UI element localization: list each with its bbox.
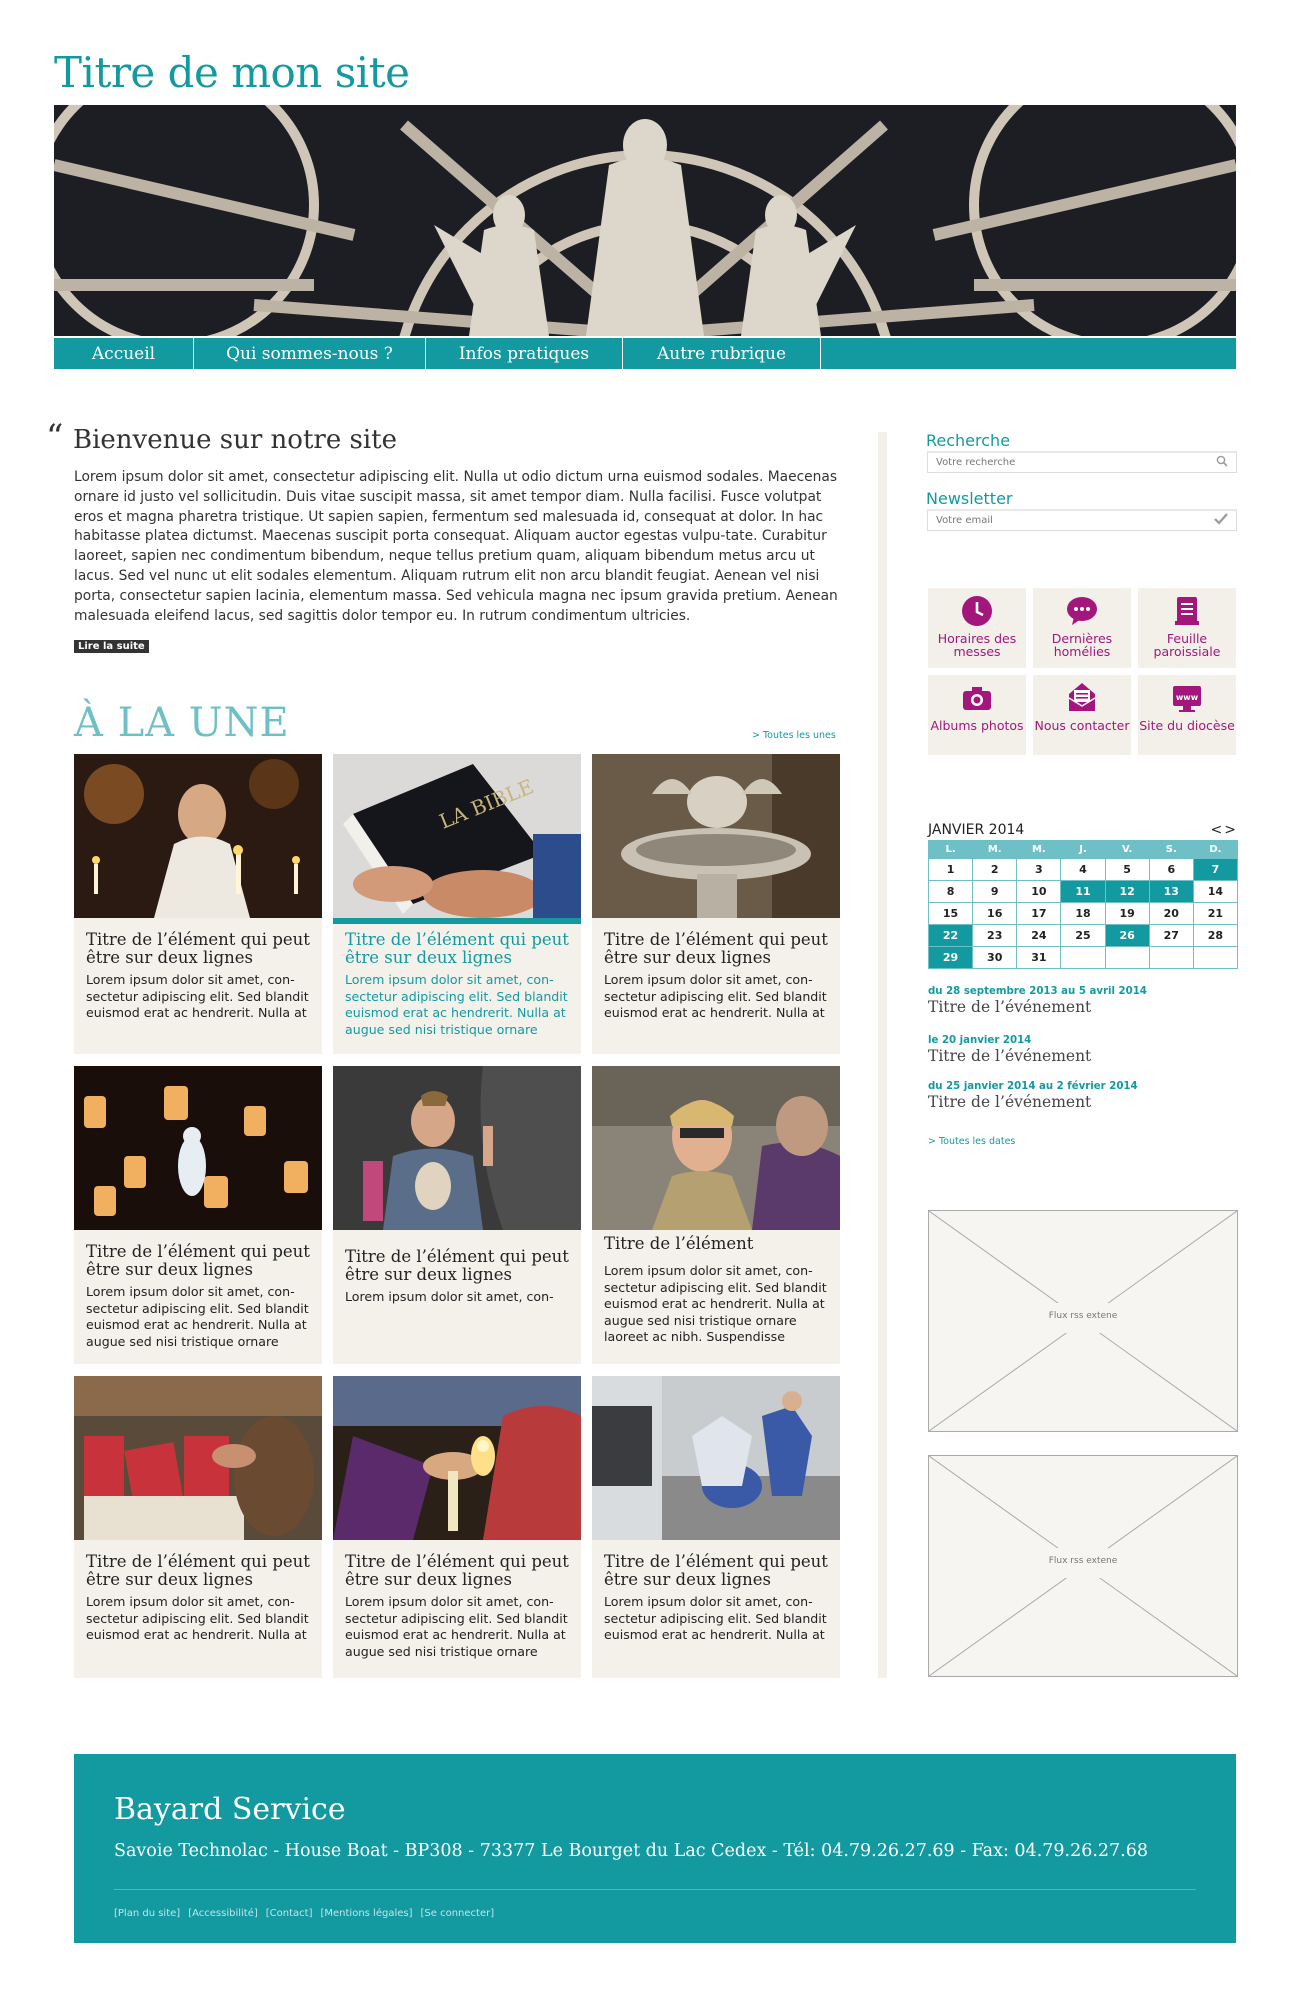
calendar-day[interactable]: 10 bbox=[1017, 881, 1061, 903]
search-field[interactable] bbox=[927, 451, 1237, 473]
tile-label: Feuille paroissiale bbox=[1153, 631, 1221, 659]
tile-diocese-site[interactable] bbox=[1138, 675, 1236, 755]
news-card-text: Lorem ipsum dolor sit amet, con- bbox=[345, 1289, 554, 1304]
tile-label: Site du diocèse bbox=[1139, 718, 1235, 733]
calendar-day[interactable]: 13 bbox=[1149, 881, 1193, 903]
clock-icon bbox=[961, 595, 993, 627]
calendar-day[interactable]: 19 bbox=[1105, 903, 1149, 925]
news-card-image bbox=[333, 754, 581, 918]
footer-links bbox=[114, 1908, 494, 1919]
welcome-title: Bienvenue sur notre site bbox=[73, 425, 397, 455]
rss-feed-placeholder bbox=[928, 1210, 1238, 1432]
news-card-title: Titre de l’élément qui peut être sur deux lignes bbox=[86, 1552, 310, 1589]
news-card-image bbox=[333, 1066, 581, 1230]
document-icon bbox=[1171, 595, 1203, 627]
tile-mass-schedule[interactable] bbox=[928, 588, 1026, 668]
calendar-weekday: M. bbox=[973, 841, 1017, 859]
checkmark-icon[interactable] bbox=[1214, 513, 1228, 528]
footer-link-login[interactable]: [Se connecter] bbox=[420, 1908, 495, 1919]
news-card-image bbox=[74, 1376, 322, 1540]
camera-icon bbox=[961, 682, 993, 714]
rss-feed-label: Flux rss extene bbox=[1048, 1556, 1118, 1566]
tile-label: Dernières homélies bbox=[1051, 631, 1113, 659]
rss-feed-label: Flux rss extene bbox=[1048, 1311, 1118, 1321]
une-section-title: À LA UNE bbox=[74, 700, 290, 746]
tile-homilies[interactable] bbox=[1033, 588, 1131, 668]
tile-label: Horaires des messes bbox=[937, 631, 1017, 659]
main-nav bbox=[54, 338, 1236, 369]
calendar-day[interactable]: 5 bbox=[1105, 859, 1149, 881]
news-card[interactable] bbox=[74, 754, 322, 1054]
footer-link-legal[interactable]: [Mentions légales] bbox=[320, 1908, 413, 1919]
nav-item-infos-pratiques[interactable]: Infos pratiques bbox=[426, 338, 623, 369]
footer-link-contact[interactable]: [Contact] bbox=[265, 1908, 313, 1919]
event-date: du 25 janvier 2014 au 2 février 2014 bbox=[928, 1081, 1138, 1092]
tile-photo-albums[interactable] bbox=[928, 675, 1026, 755]
event-date: du 28 septembre 2013 au 5 avril 2014 bbox=[928, 986, 1147, 997]
calendar-day[interactable]: 22 bbox=[929, 925, 973, 947]
tile-label: Nous contacter bbox=[1034, 718, 1130, 733]
news-card-image bbox=[74, 754, 322, 918]
calendar-day[interactable]: 23 bbox=[973, 925, 1017, 947]
nav-item-accueil[interactable]: Accueil bbox=[54, 338, 194, 369]
calendar-day[interactable]: 12 bbox=[1105, 881, 1149, 903]
read-more-button[interactable]: Lire la suite bbox=[74, 640, 149, 653]
nav-item-autre-rubrique[interactable]: Autre rubrique bbox=[623, 338, 821, 369]
all-dates-link[interactable]: > Toutes les dates bbox=[928, 1136, 1016, 1147]
footer-divider bbox=[114, 1889, 1196, 1890]
calendar-header bbox=[928, 822, 1238, 838]
calendar-day[interactable]: 11 bbox=[1061, 881, 1105, 903]
calendar-nav-arrows[interactable]: <> bbox=[1210, 822, 1238, 838]
news-card-title: Titre de l’élément qui peut être sur deux lignes bbox=[345, 1552, 569, 1589]
calendar-day[interactable]: 24 bbox=[1017, 925, 1061, 947]
banner-image bbox=[54, 105, 1236, 336]
calendar-day[interactable]: 27 bbox=[1149, 925, 1193, 947]
calendar-day[interactable]: 1 bbox=[929, 859, 973, 881]
event-title[interactable]: Titre de l’événement bbox=[928, 1047, 1092, 1065]
calendar-day[interactable]: 8 bbox=[929, 881, 973, 903]
news-card-title: Titre de l’élément qui peut être sur deux lignes bbox=[345, 1247, 569, 1284]
newsletter-label: Newsletter bbox=[926, 489, 1013, 508]
news-card[interactable] bbox=[333, 1066, 581, 1364]
news-card-active[interactable] bbox=[333, 754, 581, 1054]
calendar-weekday: D. bbox=[1193, 841, 1237, 859]
footer-link-accessibility[interactable]: [Accessibilité] bbox=[188, 1908, 258, 1919]
calendar-day[interactable]: 17 bbox=[1017, 903, 1061, 925]
calendar-month: JANVIER 2014 bbox=[928, 822, 1025, 838]
calendar-empty-cell bbox=[1193, 947, 1237, 969]
news-card[interactable] bbox=[592, 1066, 840, 1364]
footer-address: Savoie Technolac - House Boat - BP308 - 73377 Le Bourget du Lac Cedex - Tél: 04.79.26.27.69 - Fax: 04.79.26.27.68 bbox=[114, 1841, 1149, 1861]
news-card-text: Lorem ipsum dolor sit amet, con-sectetur adipiscing elit. Sed blandit euismod erat ac hendrerit. Nulla at augue sed nisi tristique ornare bbox=[345, 1594, 568, 1659]
calendar-empty-cell bbox=[1061, 947, 1105, 969]
news-card[interactable] bbox=[333, 1376, 581, 1678]
search-placeholder: Votre recherche bbox=[936, 457, 1016, 468]
calendar-weekday: S. bbox=[1149, 841, 1193, 859]
news-card-title: Titre de l’élément qui peut être sur deux lignes bbox=[604, 930, 828, 967]
news-card-title: Titre de l’élément bbox=[604, 1234, 754, 1253]
svg-text:www: www bbox=[1175, 693, 1199, 702]
news-card-text: Lorem ipsum dolor sit amet, con-sectetur adipiscing elit. Sed blandit euismod erat ac hendrerit. Nulla at bbox=[86, 972, 309, 1021]
calendar-day[interactable]: 28 bbox=[1193, 925, 1237, 947]
news-card-text: Lorem ipsum dolor sit amet, con-sectetur adipiscing elit. Sed blandit euismod erat ac hendrerit. Nulla at bbox=[604, 1594, 827, 1643]
search-icon[interactable] bbox=[1216, 455, 1228, 470]
news-card-image bbox=[333, 1376, 581, 1540]
search-label: Recherche bbox=[926, 431, 1011, 450]
calendar-day[interactable]: 30 bbox=[973, 947, 1017, 969]
footer-title: Bayard Service bbox=[114, 1792, 346, 1827]
event-title[interactable]: Titre de l’événement bbox=[928, 998, 1092, 1016]
calendar-day[interactable]: 18 bbox=[1061, 903, 1105, 925]
calendar-empty-cell bbox=[1149, 947, 1193, 969]
news-card-title: Titre de l’élément qui peut être sur deux lignes bbox=[345, 930, 569, 967]
news-card-image bbox=[74, 1066, 322, 1230]
calendar-grid bbox=[928, 840, 1238, 969]
news-card-text: Lorem ipsum dolor sit amet, con-sectetur adipiscing elit. Sed blandit euismod erat ac hendrerit. Nulla at bbox=[604, 972, 827, 1021]
calendar-day[interactable]: 4 bbox=[1061, 859, 1105, 881]
calendar-day[interactable]: 15 bbox=[929, 903, 973, 925]
news-card-image bbox=[592, 754, 840, 918]
rss-feed-placeholder bbox=[928, 1455, 1238, 1677]
calendar-day[interactable]: 20 bbox=[1149, 903, 1193, 925]
quote-mark: “ bbox=[46, 417, 64, 457]
calendar-day[interactable]: 29 bbox=[929, 947, 973, 969]
calendar-weekday: M. bbox=[1017, 841, 1061, 859]
news-card-title: Titre de l’élément qui peut être sur deux lignes bbox=[86, 930, 310, 967]
news-card-title: Titre de l’élément qui peut être sur deux lignes bbox=[604, 1552, 828, 1589]
news-card-text: Lorem ipsum dolor sit amet, con-sectetur adipiscing elit. Sed blandit euismod erat ac hendrerit. Nulla at augue sed nisi tristique ornare laoreet ac nibh. Suspendisse bbox=[604, 1263, 827, 1345]
news-card[interactable] bbox=[74, 1066, 322, 1364]
calendar-day[interactable]: 14 bbox=[1193, 881, 1237, 903]
event-title[interactable]: Titre de l’événement bbox=[928, 1093, 1092, 1111]
news-card[interactable] bbox=[592, 1376, 840, 1678]
calendar-weekday: V. bbox=[1105, 841, 1149, 859]
welcome-text: Lorem ipsum dolor sit amet, consectetur adipiscing elit. Nulla ut odio dictum urna euismod sodales. Maecenas ornare id justo vel sollicitudin. Duis vitae suscipit massa, sit amet tempor diam. Nulla facilisi. Fusce volutpat eros et magna pharetra tristique. Ut sapien sapien, fermentum sed malesuada id, consequat at dolor. In hac habitasse platea dictumst. Maecenas suscipit porta consequat. Aliquam auctor egestas vulpu-tate. Curabitur laoreet, sapien nec condimentum bibendum, neque tellus pretium quam, aliquam bibendum metus arcu ut lacus. Sed vel nunc ut elit sodales elementum. Aliquam rutrum elit non arcu blandit feugiat. Aenean vel nisi porta, consectetur sapien lacinia, elementum massa. Sed vehicula magna nec ipsum gravida pretium. Aenean malesuada eleifend lacus, sed sagittis dolor tempor eu. In rutrum condimentum ultricies. bbox=[74, 469, 838, 624]
site-title[interactable]: Titre de mon site bbox=[54, 48, 410, 97]
calendar-day[interactable]: 3 bbox=[1017, 859, 1061, 881]
speech-bubble-icon bbox=[1066, 595, 1098, 627]
column-separator bbox=[878, 432, 887, 1678]
calendar-day[interactable]: 26 bbox=[1105, 925, 1149, 947]
calendar-empty-cell bbox=[1105, 947, 1149, 969]
email-placeholder: Votre email bbox=[936, 515, 993, 526]
calendar-day[interactable]: 6 bbox=[1149, 859, 1193, 881]
calendar-day[interactable]: 2 bbox=[973, 859, 1017, 881]
calendar-day[interactable]: 7 bbox=[1193, 859, 1237, 881]
news-card-text: Lorem ipsum dolor sit amet, con-sectetur adipiscing elit. Sed blandit euismod erat ac hendrerit. Nulla at bbox=[86, 1594, 309, 1643]
svg-text:LA BIBLE: LA BIBLE bbox=[435, 774, 537, 834]
calendar-day[interactable]: 31 bbox=[1017, 947, 1061, 969]
calendar-day[interactable]: 9 bbox=[973, 881, 1017, 903]
calendar-weekday: J. bbox=[1061, 841, 1105, 859]
event-date: le 20 janvier 2014 bbox=[928, 1035, 1032, 1046]
calendar-day[interactable]: 21 bbox=[1193, 903, 1237, 925]
envelope-icon bbox=[1066, 682, 1098, 714]
news-card-text: Lorem ipsum dolor sit amet, con-sectetur adipiscing elit. Sed blandit euismod erat ac hendrerit. Nulla at augue sed nisi tristique ornare bbox=[345, 972, 568, 1037]
news-card-title: Titre de l’élément qui peut être sur deux lignes bbox=[86, 1242, 310, 1279]
tile-label: Albums photos bbox=[930, 718, 1024, 733]
nav-item-qui-sommes-nous[interactable]: Qui sommes-nous ? bbox=[194, 338, 426, 369]
news-card-text: Lorem ipsum dolor sit amet, con-sectetur adipiscing elit. Sed blandit euismod erat ac hendrerit. Nulla at augue sed nisi tristique ornare bbox=[86, 1284, 309, 1349]
news-card[interactable] bbox=[592, 754, 840, 1054]
footer bbox=[74, 1754, 1236, 1943]
all-headlines-link[interactable]: > Toutes les unes bbox=[752, 730, 836, 741]
footer-link-sitemap[interactable]: [Plan du site] bbox=[114, 1908, 181, 1919]
www-icon bbox=[1171, 682, 1203, 714]
news-card[interactable] bbox=[74, 1376, 322, 1678]
calendar-weekday: L. bbox=[929, 841, 973, 859]
news-card-image bbox=[592, 1376, 840, 1540]
tile-contact[interactable] bbox=[1033, 675, 1131, 755]
calendar-day[interactable]: 16 bbox=[973, 903, 1017, 925]
tile-parish-sheet[interactable] bbox=[1138, 588, 1236, 668]
news-card-image bbox=[592, 1066, 840, 1230]
newsletter-email-field[interactable] bbox=[927, 509, 1237, 531]
calendar-day[interactable]: 25 bbox=[1061, 925, 1105, 947]
